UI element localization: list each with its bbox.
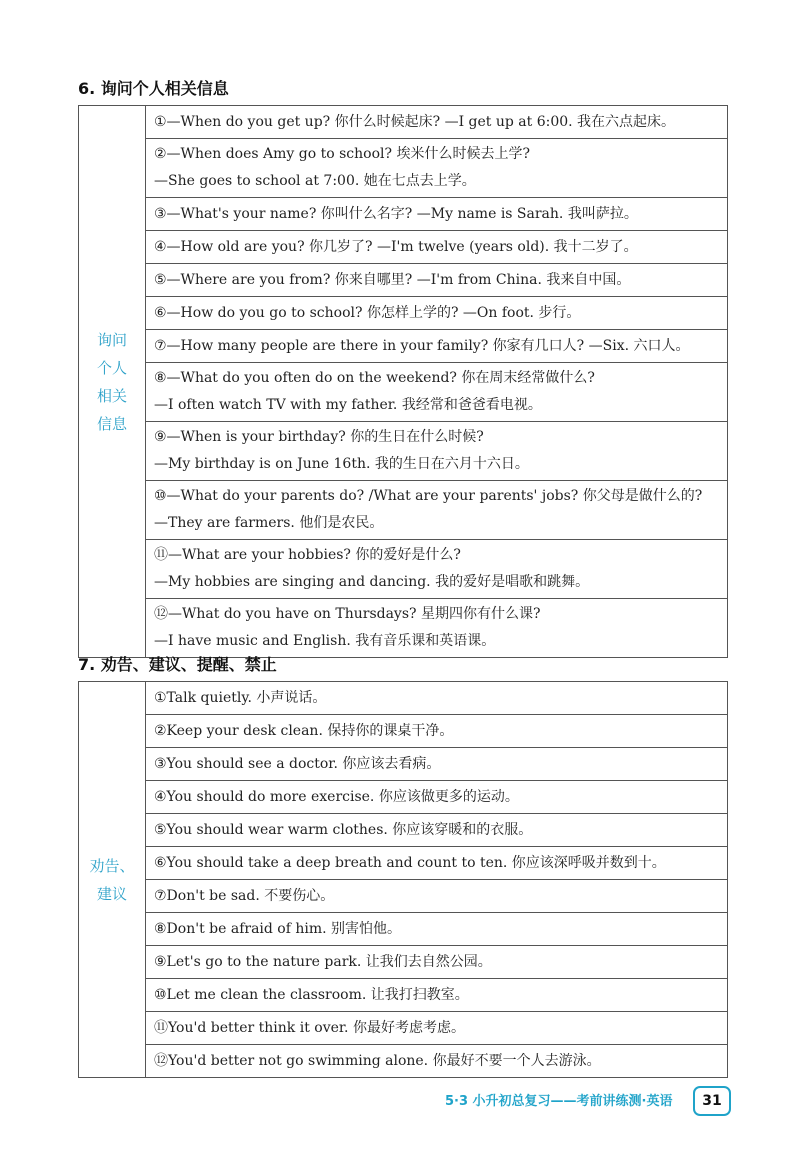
phrase-line: ⑫You'd better not go swimming alone. 你最好不要一个人去游泳。 xyxy=(154,1052,601,1069)
section-6-table xyxy=(78,105,728,658)
phrase-line: ①Talk quietly. 小声说话。 xyxy=(154,689,327,706)
phrase-cell xyxy=(146,1012,728,1045)
phrase-cell xyxy=(146,781,728,814)
phrase-cell xyxy=(146,106,728,139)
phrase-cell xyxy=(146,481,728,540)
category-label-line: 劝告、 xyxy=(89,856,135,875)
category-label-line: 信息 xyxy=(96,414,127,433)
phrase-line: ⑫—What do you have on Thursdays? 星期四你有什么课? xyxy=(154,606,541,622)
phrase-line: —She goes to school at 7:00. 她在七点去上学。 xyxy=(154,173,476,189)
phrase-line: ⑧—What do you often do on the weekend? 你在周末经常做什么? xyxy=(154,370,595,386)
page-number: 31 xyxy=(693,1086,731,1116)
phrase-line: ⑪—What are your hobbies? 你的爱好是什么? xyxy=(154,547,461,563)
phrase-cell xyxy=(146,880,728,913)
table-row xyxy=(79,682,728,715)
phrase-line: —I often watch TV with my father. 我经常和爸爸看电视。 xyxy=(154,397,542,413)
phrase-line: ⑦Don't be sad. 不要伤心。 xyxy=(154,887,335,904)
phrase-line: ④—How old are you? 你几岁了? —I'm twelve (years old). 我十二岁了。 xyxy=(154,238,638,255)
phrase-line: ②Keep your desk clean. 保持你的课桌干净。 xyxy=(154,722,454,739)
phrase-cell xyxy=(146,599,728,658)
phrase-line: ⑥You should take a deep breath and count to ten. 你应该深呼吸并数到十。 xyxy=(154,854,666,871)
phrase-line: —I have music and English. 我有音乐课和英语课。 xyxy=(154,633,496,649)
phrase-cell xyxy=(146,748,728,781)
phrase-line: ⑨—When is your birthday? 你的生日在什么时候? xyxy=(154,429,484,445)
phrase-cell xyxy=(146,139,728,198)
table-row xyxy=(79,1012,728,1045)
table-row xyxy=(79,880,728,913)
table-row xyxy=(79,913,728,946)
table-row xyxy=(79,1045,728,1078)
table-row xyxy=(79,814,728,847)
phrase-line: ⑤You should wear warm clothes. 你应该穿暖和的衣服。 xyxy=(154,821,533,838)
phrase-cell xyxy=(146,363,728,422)
table-row xyxy=(79,781,728,814)
section-6-title: 6. 询问个人相关信息 xyxy=(78,79,229,98)
table-row xyxy=(79,540,728,599)
category-label xyxy=(79,106,146,658)
phrase-cell xyxy=(146,264,728,297)
phrase-cell xyxy=(146,913,728,946)
phrase-line: ①—When do you get up? 你什么时候起床? —I get up at 6:00. 我在六点起床。 xyxy=(154,113,676,130)
section-7-table xyxy=(78,681,728,1078)
phrase-cell xyxy=(146,682,728,715)
phrase-cell xyxy=(146,946,728,979)
category-label-line: 相关 xyxy=(96,386,127,405)
phrase-cell xyxy=(146,540,728,599)
table-row xyxy=(79,715,728,748)
phrase-line: ②—When does Amy go to school? 埃米什么时候去上学? xyxy=(154,146,530,162)
table-row xyxy=(79,422,728,481)
phrase-line: ⑪You'd better think it over. 你最好考虑考虑。 xyxy=(154,1019,465,1036)
table-row xyxy=(79,297,728,330)
phrase-line: ⑩Let me clean the classroom. 让我打扫教室。 xyxy=(154,986,469,1003)
phrase-line: ⑩—What do your parents do? /What are your parents' jobs? 你父母是做什么的? xyxy=(154,488,703,504)
phrase-cell xyxy=(146,847,728,880)
category-label-line: 个人 xyxy=(96,358,127,377)
phrase-line: —They are farmers. 他们是农民。 xyxy=(154,515,384,531)
phrase-cell xyxy=(146,330,728,363)
table-row xyxy=(79,139,728,198)
phrase-cell xyxy=(146,979,728,1012)
phrase-cell xyxy=(146,1045,728,1078)
phrase-cell xyxy=(146,231,728,264)
category-label-line: 询问 xyxy=(96,330,127,349)
phrase-line: ⑨Let's go to the nature park. 让我们去自然公园。 xyxy=(154,953,492,970)
category-label-line: 建议 xyxy=(96,884,127,903)
footer-series-title: 5·3 小升初总复习——考前讲练测·英语 xyxy=(445,1094,673,1109)
table-row xyxy=(79,264,728,297)
table-row xyxy=(79,106,728,139)
phrase-line: ⑥—How do you go to school? 你怎样上学的? —On foot. 步行。 xyxy=(154,304,581,321)
table-row xyxy=(79,979,728,1012)
table-row xyxy=(79,748,728,781)
table-row xyxy=(79,330,728,363)
phrase-cell xyxy=(146,814,728,847)
table-row xyxy=(79,363,728,422)
phrase-line: ⑧Don't be afraid of him. 别害怕他。 xyxy=(154,920,402,937)
phrase-line: ⑤—Where are you from? 你来自哪里? —I'm from China. 我来自中国。 xyxy=(154,271,631,288)
category-label xyxy=(79,682,146,1078)
table-row xyxy=(79,198,728,231)
phrase-cell xyxy=(146,715,728,748)
phrase-line: ⑦—How many people are there in your family? 你家有几口人? —Six. 六口人。 xyxy=(154,337,690,354)
table-row xyxy=(79,847,728,880)
phrase-line: —My birthday is on June 16th. 我的生日在六月十六日。 xyxy=(154,456,529,472)
table-row xyxy=(79,481,728,540)
section-7-title: 7. 劝告、建议、提醒、禁止 xyxy=(78,655,277,674)
phrase-cell xyxy=(146,198,728,231)
phrase-line: ③—What's your name? 你叫什么名字? —My name is Sarah. 我叫萨拉。 xyxy=(154,205,638,222)
table-row xyxy=(79,231,728,264)
phrase-line: —My hobbies are singing and dancing. 我的爱好是唱歌和跳舞。 xyxy=(154,574,590,590)
phrase-cell xyxy=(146,297,728,330)
table-row xyxy=(79,946,728,979)
phrase-line: ③You should see a doctor. 你应该去看病。 xyxy=(154,755,441,772)
phrase-line: ④You should do more exercise. 你应该做更多的运动。 xyxy=(154,788,519,805)
phrase-cell xyxy=(146,422,728,481)
table-row xyxy=(79,599,728,658)
